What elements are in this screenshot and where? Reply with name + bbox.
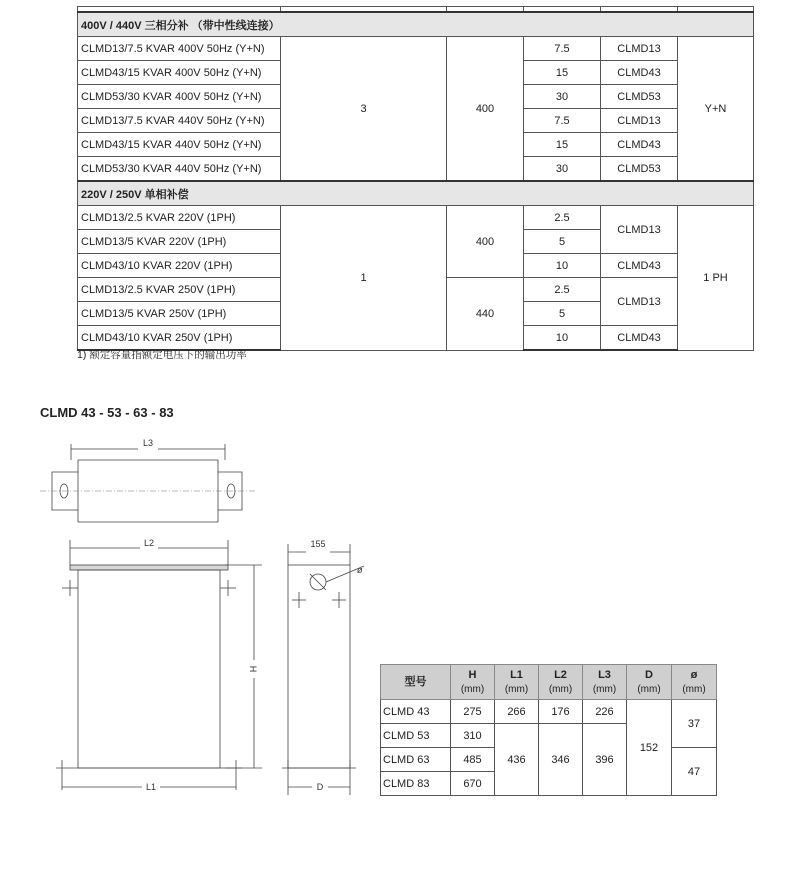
model-cell: CLMD13/7.5 KVAR 440V 50Hz (Y+N) (78, 109, 281, 133)
h-cell: 310 (451, 724, 495, 748)
model-cell: CLMD 43 (381, 700, 451, 724)
model-cell: CLMD43/15 KVAR 400V 50Hz (Y+N) (78, 61, 281, 85)
header-name: L3 (598, 668, 611, 681)
h-cell: 275 (451, 700, 495, 724)
header-l3 (583, 665, 627, 700)
connection-cell: 1 PH (678, 206, 754, 351)
model-cell: CLMD13/2.5 KVAR 250V (1PH) (78, 278, 281, 302)
phi-cell: 47 (672, 748, 717, 796)
header-unit: (mm) (504, 683, 529, 695)
l2-cell: 176 (539, 700, 583, 724)
table-row (381, 700, 717, 724)
header-unit: (mm) (592, 683, 617, 695)
model-cell: CLMD43/10 KVAR 220V (1PH) (78, 254, 281, 278)
header-unit: (mm) (548, 683, 573, 695)
header-name: ø (690, 668, 698, 681)
header-name: L1 (510, 668, 523, 681)
type-cell: CLMD13 (601, 109, 678, 133)
header-d (627, 665, 672, 700)
capacitor-lid (70, 565, 228, 570)
model-cell: CLMD 53 (381, 724, 451, 748)
l1-cell: 436 (495, 724, 539, 796)
type-cell: CLMD13 (601, 37, 678, 61)
header-name: 型号 (404, 676, 427, 688)
label-h: H (248, 665, 258, 673)
kvar-cell: 7.5 (524, 37, 601, 61)
label-phi: ø (357, 565, 363, 575)
kvar-cell: 10 (524, 254, 601, 278)
label-l3: L3 (142, 438, 154, 448)
l3-cell: 226 (583, 700, 627, 724)
dimension-table (380, 664, 717, 796)
model-cell: CLMD53/30 KVAR 400V 50Hz (Y+N) (78, 85, 281, 109)
header-unit: (mm) (460, 683, 485, 695)
type-cell: CLMD43 (601, 254, 678, 278)
kvar-cell: 15 (524, 133, 601, 157)
footnote: 1) 额定容量指额定电压下的输出功率 (77, 349, 247, 361)
l3-cell: 396 (583, 724, 627, 796)
voltage-cell: 400 (447, 37, 524, 182)
l1-cell: 266 (495, 700, 539, 724)
h-cell: 670 (451, 772, 495, 796)
model-cell: CLMD13/5 KVAR 250V (1PH) (78, 302, 281, 326)
label-d: D (316, 782, 324, 792)
header-h (451, 665, 495, 700)
label-155: 155 (310, 539, 326, 549)
header-l1 (495, 665, 539, 700)
type-cell: CLMD53 (601, 85, 678, 109)
model-cell: CLMD43/10 KVAR 250V (1PH) (78, 326, 281, 351)
model-cell: CLMD 83 (381, 772, 451, 796)
header-name: D (645, 668, 653, 681)
kvar-cell: 15 (524, 61, 601, 85)
section-title: 400V / 440V 三相分补 （带中性线连接） (78, 12, 754, 37)
kvar-cell: 30 (524, 157, 601, 182)
kvar-cell: 5 (524, 302, 601, 326)
header-unit: (mm) (637, 683, 661, 695)
model-cell: CLMD43/15 KVAR 440V 50Hz (Y+N) (78, 133, 281, 157)
kvar-cell: 10 (524, 326, 601, 351)
model-cell: CLMD13/2.5 KVAR 220V (1PH) (78, 206, 281, 230)
header-model (381, 665, 451, 700)
section-title: 220V / 250V 单相补偿 (78, 181, 754, 206)
label-l1: L1 (145, 782, 157, 792)
voltage-cell: 400 (447, 206, 524, 278)
connection-cell: Y+N (678, 37, 754, 182)
type-cell: CLMD43 (601, 133, 678, 157)
drawing-title: CLMD 43 - 53 - 63 - 83 (40, 405, 174, 420)
kvar-cell: 30 (524, 85, 601, 109)
header-unit: (mm) (682, 683, 706, 695)
kvar-cell: 7.5 (524, 109, 601, 133)
model-cell: CLMD13/5 KVAR 220V (1PH) (78, 230, 281, 254)
header-l2 (539, 665, 583, 700)
header-row (381, 665, 717, 700)
h-cell: 485 (451, 748, 495, 772)
header-name: L2 (554, 668, 567, 681)
phases-cell: 3 (281, 37, 447, 182)
phases-cell: 1 (281, 206, 447, 351)
kvar-cell: 5 (524, 230, 601, 254)
side-view (282, 539, 364, 795)
type-cell: CLMD13 (601, 206, 678, 254)
side-body (288, 565, 350, 768)
type-cell: CLMD53 (601, 157, 678, 182)
model-cell: CLMD13/7.5 KVAR 400V 50Hz (Y+N) (78, 37, 281, 61)
type-cell: CLMD43 (601, 326, 678, 351)
label-l2: L2 (143, 538, 155, 548)
header-phi (672, 665, 717, 700)
model-cell: CLMD53/30 KVAR 440V 50Hz (Y+N) (78, 157, 281, 182)
type-cell: CLMD13 (601, 278, 678, 326)
voltage-cell: 440 (447, 278, 524, 351)
type-cell: CLMD43 (601, 61, 678, 85)
l2-cell: 346 (539, 724, 583, 796)
kvar-cell: 2.5 (524, 278, 601, 302)
phi-cell: 37 (672, 700, 717, 748)
d-cell: 152 (627, 700, 672, 796)
top-view (40, 438, 255, 522)
header-name: H (468, 668, 477, 681)
kvar-cell: 2.5 (524, 206, 601, 230)
capacitor-body (78, 570, 220, 768)
front-view (56, 538, 262, 792)
model-cell: CLMD 63 (381, 748, 451, 772)
